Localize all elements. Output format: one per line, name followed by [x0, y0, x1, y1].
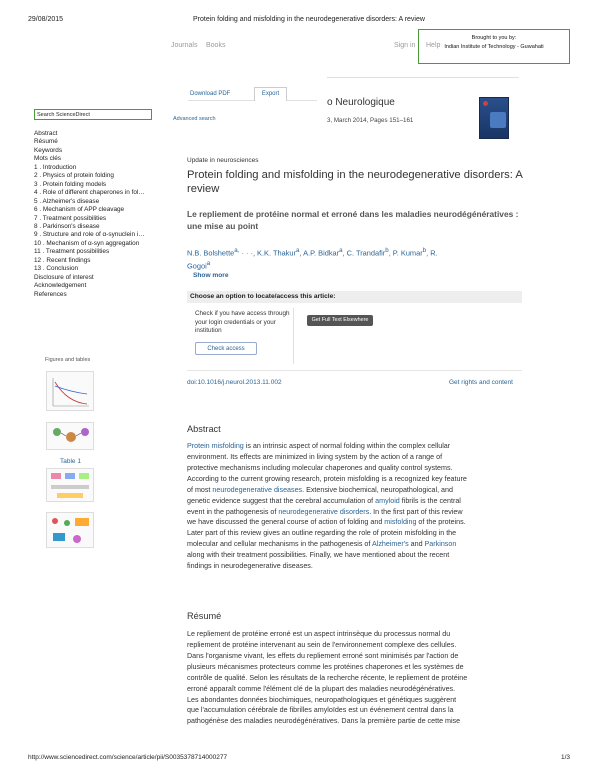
toc-item[interactable]: Disclosure of interest [34, 273, 94, 281]
author-link[interactable]: , P. Kumar [388, 248, 423, 258]
author-link[interactable]: , C. Trandafir [342, 248, 386, 258]
resume-line: contrôle de qualité. Selon les résultats de la recherche récente, le repliement de protéine [187, 673, 468, 682]
resume-line: repliement de protéine intervenant au sein de l'environnement complexe des cellules. [187, 640, 457, 649]
journal-meta: 3, March 2014, Pages 151–161 [327, 117, 414, 124]
figure-thumbnail-4[interactable] [46, 512, 94, 548]
abstract-heading: Abstract [187, 424, 221, 434]
brought-to-you-box [418, 29, 570, 64]
abstract-line: According to the current growing research, protein misfolding is a recognized key feature [187, 474, 467, 483]
author-link[interactable]: N.B. Bolshette [187, 248, 235, 258]
toolbar-rule [188, 100, 254, 101]
toc-item[interactable]: 10 . Mechanism of α-syn aggregation [34, 239, 140, 247]
search-input[interactable]: Search ScienceDirect [34, 109, 152, 120]
cover-graphic [490, 112, 506, 128]
abstract-line: event in the pathogenesis of neurodegenerative disorders. In the first part of this review [187, 507, 463, 516]
toc-item[interactable]: 1 . Introduction [34, 163, 77, 171]
author-list [187, 245, 532, 272]
toc-item[interactable]: 3 . Protein folding models [34, 180, 107, 188]
abstract-line: of most neurodegenerative diseases. Extensive biochemical, neuropathological, and [187, 485, 453, 494]
resume-line: pathogénèse des maladies neurodégénératives. Dans la première partie de cette mise [187, 717, 461, 726]
print-date: 29/08/2015 [28, 16, 64, 23]
neurodegenerative-diseases-link[interactable]: neurodegenerative diseases [212, 485, 303, 494]
neurodegenerative-disorders-link[interactable]: neurodegenerative disorders [278, 507, 370, 516]
journals-link[interactable]: Journals [171, 42, 198, 49]
check-access-button[interactable]: Check access [195, 342, 257, 355]
access-heading: Choose an option to locate/access this article: [187, 291, 522, 303]
figure-3-graphic [47, 469, 95, 503]
toc-item[interactable]: Mots clés [34, 155, 61, 163]
abstract-line: protective mechanisms including molecular chaperones and quality control systems. [187, 463, 453, 472]
resume-line: plusieurs mécanismes protecteurs comme les protéines chaperones et les systèmes de [187, 662, 464, 671]
cover-logo [483, 101, 488, 106]
brought-line1: Brought to you by: [471, 35, 517, 41]
toc-item[interactable]: 13 . Conclusion [34, 265, 79, 273]
export-button[interactable]: Export [254, 87, 287, 101]
abstract-line: environment. Its effects are minimized in living system by the action of a range of [187, 452, 443, 461]
access-divider [293, 308, 294, 364]
table-1-link[interactable]: Table 1 [60, 458, 81, 465]
resume-line: Le repliement de protéine erroné est un aspect intrinsèque du processus normal du [187, 630, 451, 638]
figures-heading: Figures and tables [45, 357, 91, 363]
figure-thumbnail-3[interactable] [46, 468, 94, 502]
figure-thumbnail-1[interactable] [46, 371, 94, 411]
abstract-line: molecular and cellular mechanisms in the pathogenesis of Alzheimer's and Parkinson [187, 540, 457, 549]
author-icons[interactable]: · · · [241, 248, 253, 258]
abstract-line: along with their treatment possibilities. Finally, we have mentioned about the recent [187, 551, 450, 560]
toc-item[interactable]: References [34, 290, 67, 298]
article-subtitle: Le repliement de protéine normal et erroné dans les maladies neurodégénératives : une mise au point [187, 209, 519, 231]
abstract-body [187, 441, 527, 572]
toc-item[interactable]: 9 . Structure and role of α-synuclein i… [34, 231, 145, 239]
misfolding-link[interactable]: misfolding [384, 518, 417, 527]
abstract-line: findings in neurodegenerative diseases. [187, 562, 313, 571]
toc-item[interactable]: 6 . Mechanism of APP cleavage [34, 206, 125, 214]
download-pdf-button[interactable]: Download PDF [190, 91, 231, 97]
toc-item[interactable]: 5 . Alzheimer's disease [34, 197, 100, 205]
toc-item[interactable]: 12 . Recent findings [34, 256, 91, 264]
author-link[interactable]: Gogoi [187, 261, 207, 271]
toc-item[interactable]: Keywords [34, 146, 63, 154]
abstract-line: genetic evidence suggest that the cerebral accumulation of amyloid fibrils is the central [187, 496, 461, 505]
journal-cover-image[interactable] [479, 97, 509, 139]
journal-title[interactable]: o Neurologique [327, 97, 395, 108]
article-title: Protein folding and misfolding in the neurodegenerative disorders: A review [187, 169, 523, 195]
toc-item[interactable]: Abstract [34, 130, 58, 137]
toc-item[interactable]: Résumé [34, 138, 58, 146]
author-affiliation: a, [234, 247, 240, 254]
resume-body [187, 629, 527, 727]
toc-item[interactable]: 2 . Physics of protein folding [34, 172, 114, 180]
toc-item[interactable]: 7 . Treatment possibilities [34, 214, 107, 222]
help-link[interactable]: Help [426, 42, 441, 49]
author-link[interactable]: , R. [426, 248, 438, 258]
author-affiliation: b [422, 247, 427, 254]
author-affiliation: a [206, 260, 211, 268]
resume-line: erroné apparaît comme l'élément clé de la plupart des maladies neurodégénératives. [187, 684, 456, 693]
author-link[interactable]: , K.K. Thakur [252, 248, 296, 258]
institution-name: Indian Institute of Technology - Guwahati [444, 44, 544, 50]
figure-4-graphic [47, 513, 95, 549]
abstract-line: Protein misfolding is an intrinsic aspect of normal folding within the complex cellular [187, 442, 451, 450]
page-url: http://www.sciencedirect.com/science/article/pii/S0035378714000277 [28, 754, 228, 761]
resume-line: Dans l'organisme vivant, les effets du repliement erroné sont minimisés par l'action de [187, 651, 459, 660]
access-description: Check if you have access through your login credentials or your institution [195, 310, 290, 334]
figure-thumbnail-2[interactable] [46, 422, 94, 450]
page-number: 1/3 [561, 754, 571, 761]
show-more-button[interactable]: Show more [193, 272, 229, 279]
resume-line: que l'accumulation cérébrale de fibrilles amyloïdes est un événement central dans la [187, 706, 454, 715]
author-affiliation: a [295, 247, 300, 254]
article-type: Update in neurosciences [187, 157, 259, 164]
protein-misfolding-link[interactable]: Protein misfolding [187, 442, 244, 450]
toc-item[interactable]: 11 . Treatment possibilities [34, 248, 110, 256]
doi-link[interactable]: doi:10.1016/j.neurol.2013.11.002 [187, 379, 282, 386]
get-full-text-button[interactable]: Get Full Text Elsewhere [307, 315, 373, 326]
alzheimers-link[interactable]: Alzheimer's [371, 540, 409, 549]
toolbar-rule-right [287, 100, 317, 101]
abstract-line: Later part of this review gives an outline regarding the role of protein misfolding in the [187, 529, 457, 538]
figure-2-graphic [47, 423, 95, 451]
resume-line: Les abondantes données biochimiques, neuropathologiques et génétiques suggèrent [187, 695, 457, 704]
abstract-line: we have discussed the general course of action of folding and misfolding of the proteins. [187, 518, 466, 527]
toc-item[interactable]: 4 . Role of different chaperones in fol… [34, 189, 145, 197]
figure-1-graphic [47, 372, 95, 412]
outline-nav [34, 130, 174, 299]
books-link[interactable]: Books [206, 42, 226, 49]
sign-in-link[interactable]: Sign in [394, 42, 416, 49]
author-link[interactable]: , A.P. Bidkar [299, 248, 340, 258]
advanced-search-link[interactable]: Advanced search [173, 116, 216, 122]
amyloid-link[interactable]: amyloid [375, 496, 400, 505]
author-affiliation: b [385, 247, 389, 254]
resume-heading: Résumé [187, 611, 222, 621]
rights-link[interactable]: Get rights and content [449, 379, 513, 386]
parkinson-link[interactable]: Parkinson [424, 540, 457, 549]
print-doc-title: Protein folding and misfolding in the neurodegenerative disorders: A review [193, 16, 425, 23]
toc-item[interactable]: Acknowledgement [34, 282, 87, 290]
toc-item[interactable]: 8 . Parkinson's disease [34, 222, 100, 230]
author-affiliation: a [339, 247, 343, 254]
header-rule [327, 77, 519, 78]
